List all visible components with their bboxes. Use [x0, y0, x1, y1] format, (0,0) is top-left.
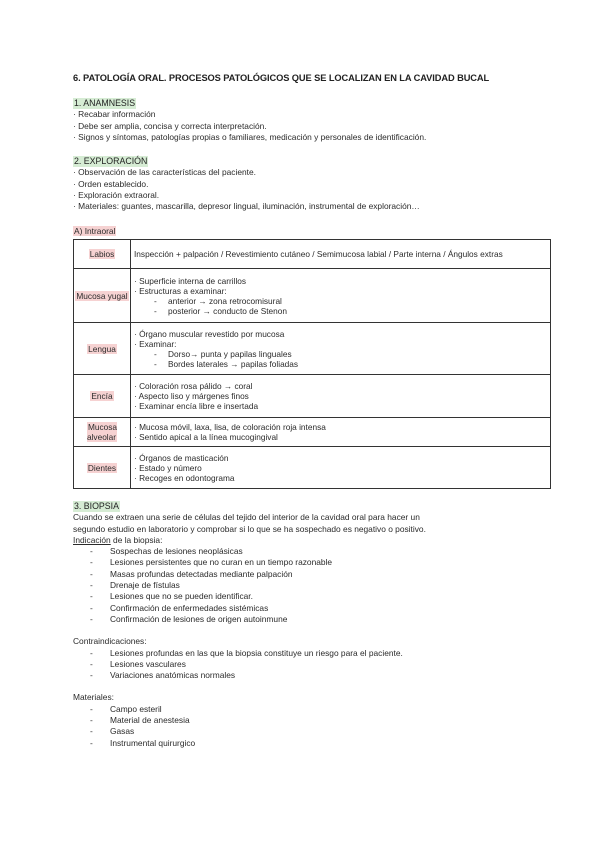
indicacion-text: Confirmación de enfermedades sistémicas: [110, 602, 269, 613]
anamnesis-line: · Debe ser amplia, concisa y correcta interpretación.: [73, 120, 267, 131]
list-item: - Gasas: [90, 726, 135, 737]
row-label-cell: [74, 269, 131, 323]
material-text: Instrumental quirurgico: [110, 737, 196, 748]
list-item: - Lesiones persistentes que no curan en un tiempo razonable: [90, 557, 333, 568]
row-line: · Coloración rosa pálido → coral: [134, 381, 253, 391]
contra-text: Variaciones anatómicas normales: [110, 670, 236, 681]
row-subitem: - anterior → zona retrocomisural: [154, 295, 282, 306]
row-content: [131, 375, 551, 418]
row-line: · Recoges en odontograma: [134, 472, 235, 483]
row-subitem: - Dorso→ punta y papilas linguales: [154, 348, 292, 359]
table-row: [74, 323, 551, 375]
material-text: Material de anestesia: [110, 715, 190, 726]
page-title: 6. PATOLOGÍA ORAL. PROCESOS PATOLÓGICOS QUE SE LOCALIZAN EN LA CAVIDAD BUCAL: [73, 73, 490, 83]
row-label: Dientes: [87, 462, 117, 473]
list-item: - Variaciones anatómicas normales: [90, 670, 236, 681]
biopsia-heading: 3. BIOPSIA: [74, 501, 119, 511]
row-line: · Mucosa móvil, laxa, lisa, de coloración roja intensa: [134, 422, 326, 432]
list-item: - Confirmación de enfermedades sistémicas: [90, 602, 269, 613]
row-content: [131, 418, 551, 447]
row-line: · Examinar encía libre e insertada: [134, 401, 259, 411]
exploracion-line: · Materiales: guantes, mascarilla, depresor lingual, iluminación, instrumental de exploración…: [73, 201, 420, 212]
row-line: · Órgano muscular revestido por mucosa: [134, 328, 285, 339]
intraoral-subheading: A) Intraoral: [74, 226, 116, 236]
list-item: - Confirmación de lesiones de origen autoinmune: [90, 613, 288, 624]
row-label: Mucosa yugal: [76, 290, 128, 301]
row-subitem-text: posterior → conducto de Stenon: [168, 305, 287, 316]
row-label-cell: [74, 240, 131, 269]
list-item: - Lesiones que no se pueden identificar.: [90, 591, 253, 602]
intraoral-table: [73, 239, 551, 489]
indicacion-text: Sospechas de lesiones neoplásicas: [110, 546, 243, 557]
row-line: Inspección + palpación / Revestimiento cutáneo / Semimucosa labial / Parte interna / Ángulos extras: [134, 249, 503, 259]
row-content: [131, 240, 551, 269]
row-subitem: - Bordes laterales → papilas foliadas: [154, 358, 299, 369]
table-row: [74, 269, 551, 323]
materiales-heading: Materiales:: [73, 692, 114, 703]
indicacion-text: Lesiones que no se pueden identificar.: [110, 591, 253, 602]
indicacion-rest: de la biopsia:: [110, 534, 163, 545]
list-item: - Instrumental quirurgico: [90, 737, 196, 748]
row-subitem-text: Dorso→ punta y papilas linguales: [168, 348, 292, 359]
row-line: · Órganos de masticación: [134, 452, 229, 463]
row-label: Mucosa alveolar: [86, 422, 118, 442]
list-item: - Sospechas de lesiones neoplásicas: [90, 546, 243, 557]
list-item: - Material de anestesia: [90, 715, 190, 726]
exploracion-line: · Observación de las características del paciente.: [73, 167, 256, 178]
anamnesis-line: · Signos y síntomas, patologías propias o familiares, medicación y personales de identificación.: [73, 131, 427, 142]
contra-text: Lesiones profundas en las que la biopsia constituye un riesgo para el paciente.: [110, 647, 403, 658]
row-line: · Superficie interna de carrillos: [134, 275, 247, 286]
biopsia-section: [73, 501, 543, 749]
row-content: [131, 447, 551, 489]
material-text: Campo esteril: [110, 703, 162, 714]
anamnesis-line: · Recabar información: [73, 109, 156, 120]
row-subitem-text: anterior → zona retrocomisural: [168, 295, 282, 306]
row-line: · Examinar:: [134, 338, 177, 349]
row-line: · Estado y número: [134, 462, 202, 473]
material-text: Gasas: [110, 726, 135, 737]
exploracion-line: · Exploración extraoral.: [73, 189, 160, 200]
intraoral-subheading-wrap: [73, 226, 543, 237]
row-line: · Estructuras a examinar:: [134, 285, 227, 296]
exploracion-section: [73, 156, 543, 212]
table-row: [74, 240, 551, 269]
indicacion-text: Drenaje de fístulas: [110, 580, 180, 591]
row-label-cell: [74, 375, 131, 418]
indicacion-word: Indicación: [73, 534, 111, 545]
row-content: [131, 323, 551, 375]
row-label-cell: [74, 447, 131, 489]
row-label-cell: [74, 418, 131, 447]
list-item: - Lesiones vasculares: [90, 658, 186, 669]
row-subitem: - posterior → conducto de Stenon: [154, 305, 287, 316]
row-line: · Aspecto liso y márgenes finos: [134, 391, 249, 401]
list-item: - Masas profundas detectadas mediante palpación: [90, 568, 293, 579]
indicacion-heading: [73, 535, 543, 546]
row-label: Encía: [91, 391, 113, 401]
row-content: [131, 269, 551, 323]
indicacion-text: Lesiones persistentes que no curan en un tiempo razonable: [110, 557, 333, 568]
contra-text: Lesiones vasculares: [110, 658, 186, 669]
anamnesis-section: [73, 98, 543, 143]
indicacion-text: Confirmación de lesiones de origen autoinmune: [110, 613, 288, 624]
list-item: - Drenaje de fístulas: [90, 580, 180, 591]
table-row: [74, 447, 551, 489]
exploracion-line: · Orden establecido.: [73, 178, 149, 189]
row-label-cell: [74, 323, 131, 375]
exploracion-heading: 2. EXPLORACIÓN: [74, 156, 148, 166]
row-label: Labios: [89, 249, 115, 259]
list-item: - Lesiones profundas en las que la biopsia constituye un riesgo para el paciente.: [90, 647, 403, 658]
table-row: [74, 418, 551, 447]
contra-heading: Contraindicaciones:: [73, 636, 147, 647]
row-line: · Sentido apical a la línea mucogingival: [134, 432, 278, 442]
table-row: [74, 375, 551, 418]
biopsia-intro-line: segundo estudio en laboratorio y comprobar si lo que se ha sospechado es negativo o positivo.: [73, 523, 426, 534]
anamnesis-heading: 1. ANAMNESIS: [74, 98, 136, 108]
list-item: - Campo esteril: [90, 703, 162, 714]
row-label: Lengua: [88, 343, 116, 354]
biopsia-intro-line: Cuando se extraen una serie de células del tejido del interior de la cavidad oral para hacer un: [73, 512, 420, 523]
row-subitem-text: Bordes laterales → papilas foliadas: [168, 358, 299, 369]
indicacion-text: Masas profundas detectadas mediante palpación: [110, 568, 293, 579]
